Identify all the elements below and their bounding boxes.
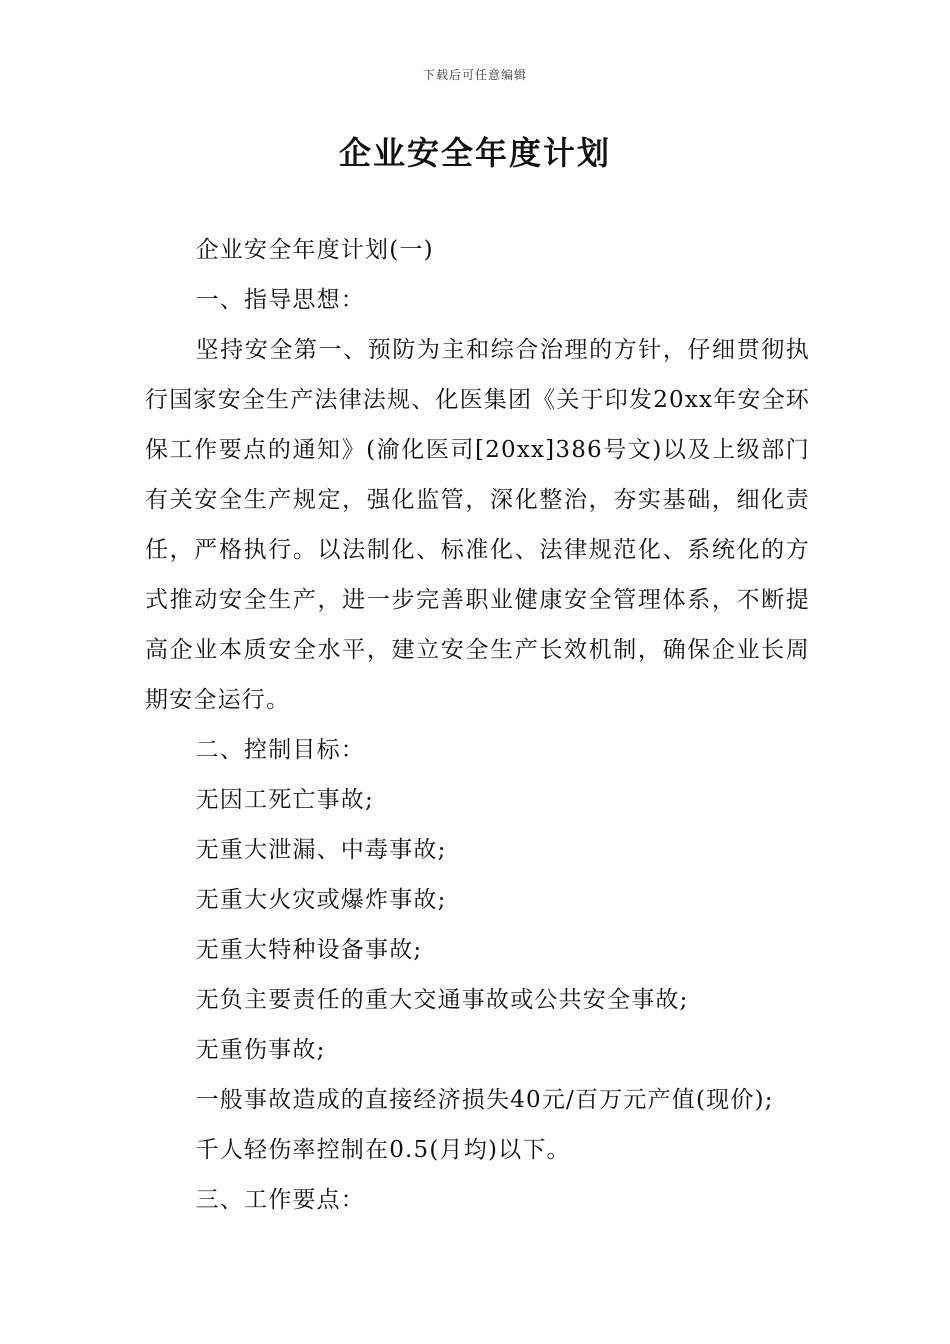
target-item: 无重大火灾或爆炸事故;	[195, 887, 447, 913]
document-body	[145, 225, 810, 1225]
document-title: 企业安全年度计划	[338, 134, 611, 172]
target-item: 一般事故造成的直接经济损失40元/百万元产值(现价);	[195, 1087, 774, 1113]
heading-control-targets: 二、控制目标：	[195, 737, 365, 763]
target-item: 无因工死亡事故;	[195, 787, 374, 813]
target-item: 无重大特种设备事故;	[195, 937, 423, 963]
target-item: 千人轻伤率控制在0.5(月均)以下。	[195, 1137, 571, 1163]
target-item: 无重大泄漏、中毒事故;	[195, 837, 447, 863]
heading-guiding-thought: 一、指导思想：	[195, 287, 365, 313]
target-item: 无负主要责任的重大交通事故或公共安全事故;	[195, 987, 689, 1013]
paragraph-guiding-thought: 坚持安全第一、预防为主和综合治理的方针，仔细贯彻执行国家安全生产法律法规、化医集团《关于印发20xx年安全环保工作要点的通知》(渝化医司[20xx]386号文)以及上级部门有关安全生产规定，强化监管，深化整治，夯实基础，细化责任，严格执行。以法制化、标准化、法律规范化、系统化的方式推动安全生产，进一步完善职业健康安全管理体系，不断提高企业本质安全水平，建立安全生产长效机制，确保企业长周期安全运行。	[145, 337, 811, 713]
section-subtitle: 企业安全年度计划(一)	[195, 237, 434, 263]
heading-work-points: 三、工作要点：	[195, 1187, 365, 1213]
header-note: 下载后可任意编辑	[422, 68, 527, 82]
target-item: 无重伤事故;	[195, 1037, 326, 1063]
